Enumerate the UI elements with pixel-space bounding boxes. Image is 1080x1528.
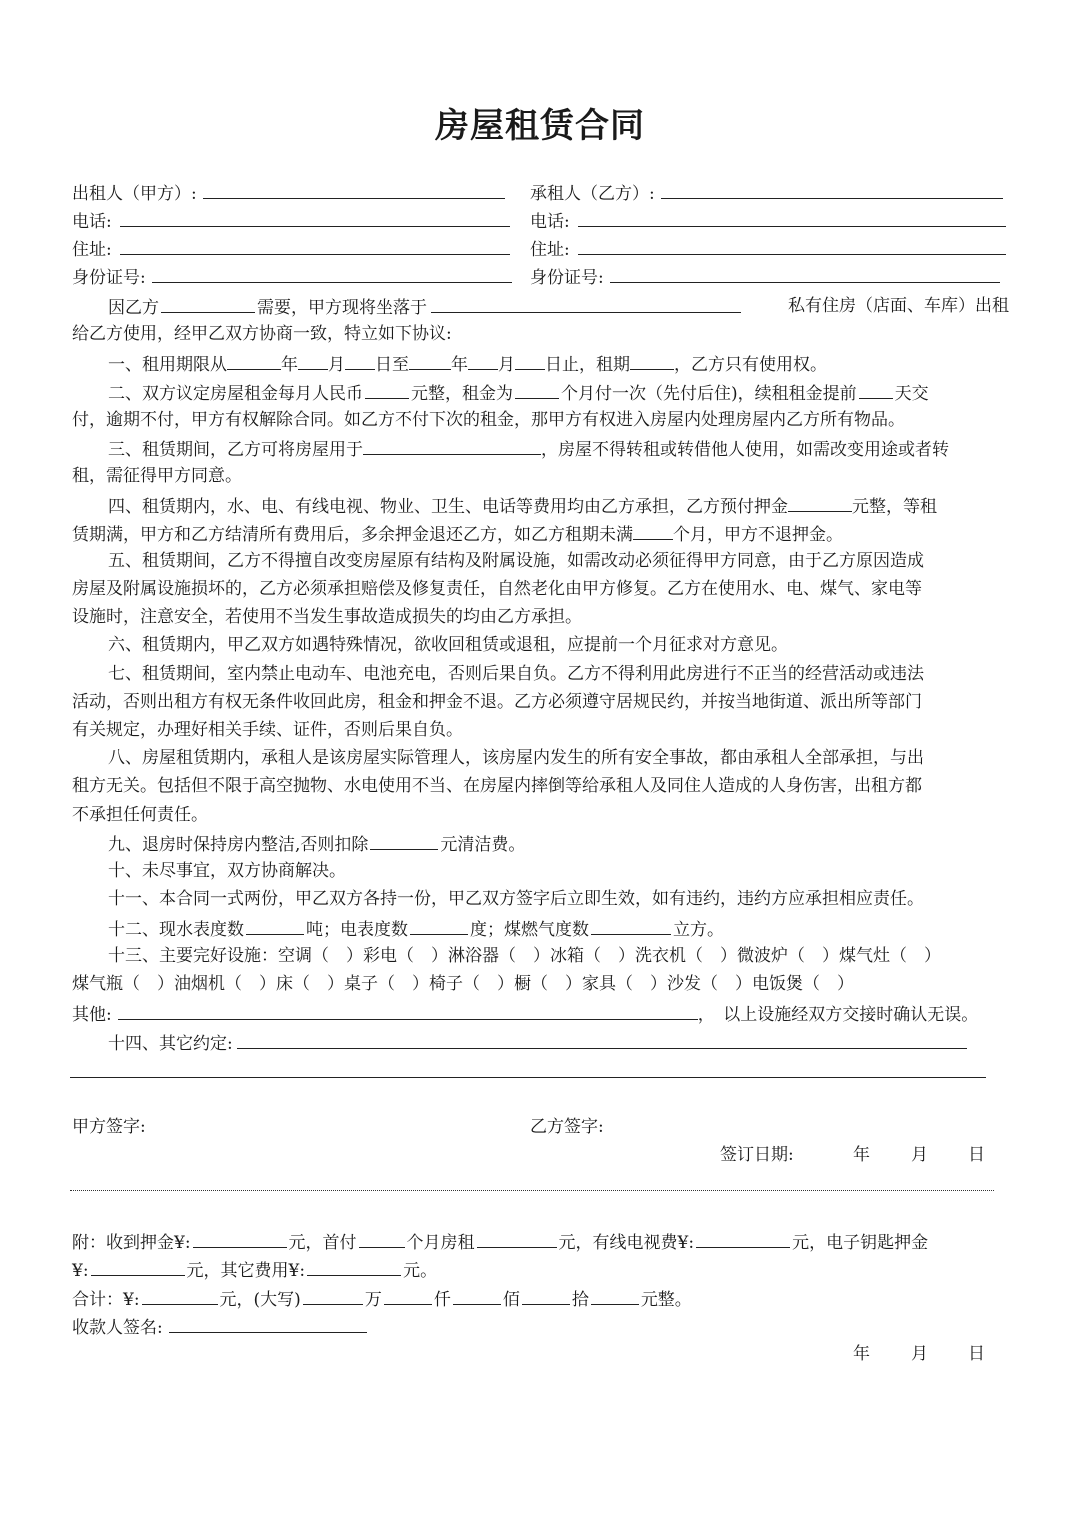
received-deposit-blank[interactable] xyxy=(193,1229,287,1248)
receipt-yen-label: ¥: xyxy=(72,1261,89,1281)
lessor-id-row xyxy=(72,264,512,288)
receipt-date-day: 日 xyxy=(968,1344,985,1364)
gas-meter-blank[interactable] xyxy=(591,916,671,935)
total-label: 合计：¥: xyxy=(72,1290,140,1310)
c4-text-b: 元整，等租 xyxy=(852,497,937,517)
other-facilities-blank[interactable] xyxy=(118,1001,698,1020)
other-label: 其他: xyxy=(72,1005,112,1025)
clause-6: 六、租赁期内，甲乙双方如遇特殊情况，欲收回租赁或退租，应提前一个月征求对方意见。 xyxy=(108,635,788,655)
lessee-id-label: 身份证号: xyxy=(530,268,604,288)
intro-line-2: 给乙方使用，经甲乙双方协商一致，特立如下协议: xyxy=(72,324,452,344)
receipt-line-2 xyxy=(72,1257,437,1281)
wan-label: 万 xyxy=(364,1290,382,1310)
start-day-blank[interactable] xyxy=(345,351,375,370)
lessee-phone-row xyxy=(530,208,1006,232)
receipt-months-rent-label: 个月房租 xyxy=(406,1233,475,1253)
clause-13-line-2: 煤气瓶（ ）油烟机（ ）床（ ）桌子（ ）椅子（ ）橱（ ）家具（ ）沙发（ ）电饭煲（ ） xyxy=(72,974,854,994)
lessee-id-blank[interactable] xyxy=(610,264,1000,283)
c1-end: ，乙方只有使用权。 xyxy=(674,355,827,375)
signing-date-year: 年 xyxy=(853,1145,870,1165)
intro-text-c: 私有住房（店面、车库）出租 xyxy=(788,296,1009,316)
receipt-deposit-label: 附：收到押金¥: xyxy=(72,1233,191,1253)
lessee-id-row xyxy=(530,264,1000,288)
clause-3-line-2: 租，需征得甲方同意。 xyxy=(72,466,242,486)
other-agreements-blank[interactable] xyxy=(237,1030,967,1049)
end-day-blank[interactable] xyxy=(515,351,545,370)
clause-13-line-3 xyxy=(72,1001,978,1025)
start-month-blank[interactable] xyxy=(298,351,328,370)
end-month-blank[interactable] xyxy=(468,351,498,370)
clause-2-line-2: 付，逾期不付，甲方有权解除合同。如乙方不付下次的租金，那甲方有权进入房屋内处理房屋内乙方所有物品。 xyxy=(72,410,905,430)
renewal-days-blank[interactable] xyxy=(859,380,893,399)
lessor-address-blank[interactable] xyxy=(120,236,510,255)
lessee-label: 承租人（乙方）: xyxy=(530,184,655,204)
shi-blank[interactable] xyxy=(522,1286,570,1305)
qian-label: 仟 xyxy=(433,1290,451,1310)
yuan-blank[interactable] xyxy=(591,1286,639,1305)
receipt-line2-end: 元。 xyxy=(403,1261,438,1281)
lessor-id-blank[interactable] xyxy=(152,264,512,283)
c1-month: 月 xyxy=(328,355,345,375)
c12-text-d: 立方。 xyxy=(673,920,724,940)
lessee-phone-label: 电话: xyxy=(530,212,570,232)
lessee-name-blank[interactable] xyxy=(661,180,1003,199)
bai-blank[interactable] xyxy=(453,1286,501,1305)
c1-text-a: 一、租用期限从 xyxy=(108,355,227,375)
total-capital-label: 元，(大写) xyxy=(219,1290,301,1310)
min-months-blank[interactable] xyxy=(633,521,673,540)
property-location-blank[interactable] xyxy=(431,294,741,313)
clause-5-line-1: 五、租赁期间，乙方不得擅自改变房屋原有结构及附属设施，如需改动必须征得甲方同意，由于乙方原因造成 xyxy=(108,551,924,571)
c9-text-a: 九、退房时保持房内整洁,否则扣除 xyxy=(108,835,369,855)
c1-day-to: 日至 xyxy=(375,355,409,375)
start-year-blank[interactable] xyxy=(227,351,281,370)
intro-line-1 xyxy=(108,294,745,318)
lessee-row xyxy=(530,180,1003,204)
c12-text-a: 十二、现水表度数 xyxy=(108,920,244,940)
receipt-total xyxy=(72,1286,692,1310)
page-title: 房屋租赁合同 xyxy=(435,106,645,146)
clause-4-line-1 xyxy=(108,493,937,517)
c2-text-a: 二、双方议定房屋租金每月人民币 xyxy=(108,384,363,404)
clause-2-line-1 xyxy=(108,380,929,404)
c4-text-a: 四、租赁期内，水、电、有线电视、物业、卫生、电话等费用均由乙方承担，乙方预付押金 xyxy=(108,497,788,517)
c4-text-c: 赁期满，甲方和乙方结清所有费用后，多余押金退还乙方，如乙方租期未满 xyxy=(72,525,633,545)
receipt-date-year: 年 xyxy=(853,1344,870,1364)
lessor-id-label: 身份证号: xyxy=(72,268,146,288)
other-agreements-line-2[interactable] xyxy=(70,1077,986,1078)
clause-8-line-2: 租方无关。包括但不限于高空抛物、水电使用不当、在房屋内摔倒等给承租人及同住人造成的人身伤害，出租方都 xyxy=(72,776,922,796)
c14-label: 十四、其它约定: xyxy=(108,1034,233,1054)
wan-blank[interactable] xyxy=(303,1286,363,1305)
clause-1 xyxy=(108,351,827,375)
c13-end: ， 以上设施经双方交接时确认无误。 xyxy=(697,1005,979,1025)
party-a-signature: 甲方签字: xyxy=(72,1117,146,1137)
c12-text-c: 度；煤燃气度数 xyxy=(470,920,589,940)
receipt-key-deposit-label: 元，电子钥匙押金 xyxy=(792,1233,929,1253)
clause-10: 十、未尽事宜，双方协商解决。 xyxy=(108,861,346,881)
lessor-row xyxy=(72,180,505,204)
clause-5-line-2: 房屋及附属设施损坏的，乙方必须承担赔偿及修复责任，自然老化由甲方修复。乙方在使用水、电、煤气、家电等 xyxy=(72,579,922,599)
payee-row xyxy=(72,1314,367,1338)
c2-text-d: 天交 xyxy=(894,384,929,404)
first-months-blank[interactable] xyxy=(359,1229,405,1248)
lessor-phone-blank[interactable] xyxy=(120,208,510,227)
receipt-other-fee-label: 元，其它费用¥: xyxy=(186,1261,306,1281)
c9-text-b: 元清洁费。 xyxy=(440,835,526,855)
clause-7-line-2: 活动，否则出租方有权无条件收回此房，租金和押金不退。乙方必须遵守居规民约，并按当地街道、派出所等部门 xyxy=(72,692,922,712)
lessee-phone-blank[interactable] xyxy=(578,208,1006,227)
lessor-name-blank[interactable] xyxy=(203,180,505,199)
c4-text-d: 个月，甲方不退押金。 xyxy=(673,525,843,545)
signing-date-label: 签订日期: xyxy=(720,1145,794,1165)
payee-label: 收款人签名: xyxy=(72,1318,163,1338)
usage-blank[interactable] xyxy=(363,436,541,455)
deposit-blank[interactable] xyxy=(788,493,852,512)
clause-7-line-1: 七、租赁期间，室内禁止电动车、电池充电，否则后果自负。乙方不得利用此房进行不正当的经营活动或违法 xyxy=(108,664,924,684)
clause-14 xyxy=(108,1030,967,1054)
signing-date-month: 月 xyxy=(911,1145,928,1165)
receipt-date-month: 月 xyxy=(911,1344,928,1364)
lease-term-blank[interactable] xyxy=(630,351,674,370)
c1-year-2: 年 xyxy=(451,355,468,375)
lessor-phone-row xyxy=(72,208,510,232)
clause-7-line-3: 有关规定，办理好相关手续、证件，否则后果自负。 xyxy=(72,720,463,740)
receipt-first-pay-label: 元，首付 xyxy=(288,1233,357,1253)
intro-text-a: 因乙方 xyxy=(108,298,159,318)
clause-9 xyxy=(108,831,525,855)
lessor-address-row xyxy=(72,236,510,260)
c3-text-b: ，房屋不得转租或转借他人使用，如需改变用途或者转 xyxy=(541,440,949,460)
lessor-address-label: 住址: xyxy=(72,240,112,260)
intro-line-1-end xyxy=(788,294,1009,318)
water-meter-blank[interactable] xyxy=(246,916,304,935)
cut-line xyxy=(70,1190,994,1191)
monthly-rent-blank[interactable] xyxy=(365,380,409,399)
cable-fee-blank[interactable] xyxy=(696,1229,790,1248)
payment-period-blank[interactable] xyxy=(515,380,559,399)
total-amount-blank[interactable] xyxy=(142,1286,218,1305)
lessor-label: 出租人（甲方）: xyxy=(72,184,197,204)
intro-text-b: 需要，甲方现将坐落于 xyxy=(257,298,427,318)
c1-day-end: 日止，租期 xyxy=(545,355,630,375)
lessee-address-row xyxy=(530,236,1006,260)
cleaning-fee-blank[interactable] xyxy=(370,831,438,850)
other-fee-blank[interactable] xyxy=(307,1257,401,1276)
end-year-blank[interactable] xyxy=(409,351,451,370)
party-b-signature: 乙方签字: xyxy=(530,1117,604,1137)
clause-3-line-1 xyxy=(108,436,949,460)
key-deposit-blank[interactable] xyxy=(91,1257,185,1276)
c2-text-c: 个月付一次（先付后住)，续租租金提前 xyxy=(561,384,857,404)
clause-11: 十一、本合同一式两份，甲乙双方各持一份，甲乙双方签字后立即生效，如有违约，违约方应承担相应责任。 xyxy=(108,889,924,909)
clause-13-line-1: 十三、主要完好设施：空调（ ）彩电（ ）淋浴器（ ）冰箱（ ）洗衣机（ ）微波炉（ ）煤气灶（ ） xyxy=(108,946,941,966)
qian-blank[interactable] xyxy=(384,1286,432,1305)
c1-month-2: 月 xyxy=(498,355,515,375)
clause-12 xyxy=(108,916,724,940)
c2-text-b: 元整，租金为 xyxy=(411,384,513,404)
receipt-line-1 xyxy=(72,1229,928,1253)
signing-date-day: 日 xyxy=(968,1145,985,1165)
clause-4-line-2 xyxy=(72,521,843,545)
c12-text-b: 吨；电表度数 xyxy=(306,920,408,940)
clause-5-line-3: 设施时，注意安全，若使用不当发生事故造成损失的均由乙方承担。 xyxy=(72,607,582,627)
lessor-phone-label: 电话: xyxy=(72,212,112,232)
clause-8-line-3: 不承担任何责任。 xyxy=(72,805,208,825)
bai-label: 佰 xyxy=(502,1290,520,1310)
c1-year: 年 xyxy=(281,355,298,375)
first-rent-blank[interactable] xyxy=(477,1229,557,1248)
yuan-label: 元整。 xyxy=(640,1290,692,1310)
receipt-cable-label: 元，有线电视费¥: xyxy=(558,1233,695,1253)
electric-meter-blank[interactable] xyxy=(410,916,468,935)
purpose-blank[interactable] xyxy=(161,294,255,313)
lessee-address-label: 住址: xyxy=(530,240,570,260)
shi-label: 拾 xyxy=(571,1290,589,1310)
payee-signature-blank[interactable] xyxy=(169,1314,367,1333)
c3-text-a: 三、租赁期间，乙方可将房屋用于 xyxy=(108,440,363,460)
clause-8-line-1: 八、房屋租赁期内，承租人是该房屋实际管理人，该房屋内发生的所有安全事故，都由承租人全部承担，与出 xyxy=(108,748,924,768)
lessee-address-blank[interactable] xyxy=(578,236,1006,255)
